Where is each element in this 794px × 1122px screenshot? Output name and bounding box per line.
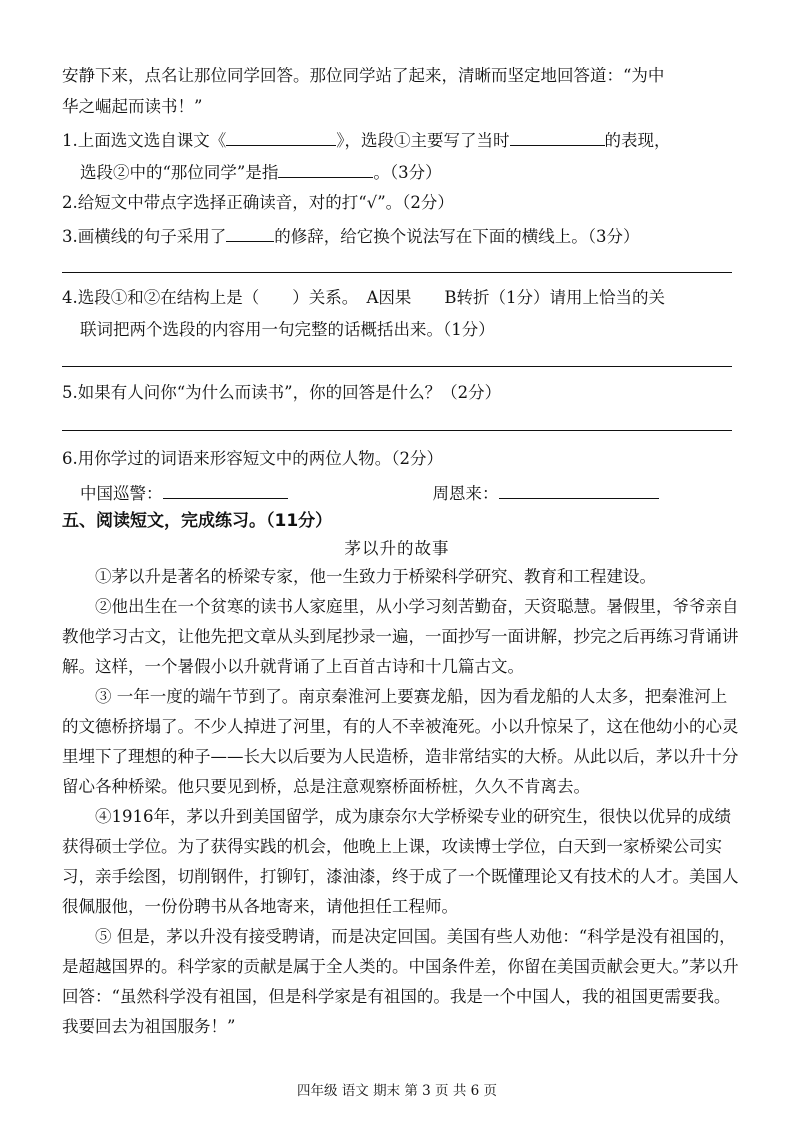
- continued-text-line-1: 安静下来，点名让那位同学回答。那位同学站了起来，清晰而坚定地回答道：“为中: [62, 66, 665, 85]
- question-6: 6.用你学过的词语来形容短文中的两位人物。（2分）: [62, 449, 443, 468]
- q3-text-b: 的修辞，给它换个说法写在下面的横线上。（3分）: [274, 227, 640, 246]
- story-paragraph-4: ④1916年，茅以升到美国留学，成为康奈尔大学桥梁专业的研究生，很快以优异的成绩获得硕士学位。为了获得实践的机会，他晚上上课，攻读博士学位，白天到一家桥梁公司实习，亲手绘图，切削钢件，打铆钉，漆油漆，终于成了一个既懂理论又有技术的人才。美国人很佩服他，一份份聘书从各地寄来，请他担任工程师。: [62, 807, 739, 916]
- q1-blank-student[interactable]: [278, 159, 373, 178]
- question-4-line-2: 联词把两个选段的内容用一句完整的话概括出来。（1分）: [80, 320, 495, 339]
- q3-blank-rhetoric[interactable]: [226, 223, 274, 242]
- question-2: 2.给短文中带点字选择正确读音，对的打“√”。（2分）: [62, 193, 454, 212]
- q3-text-a: 3.画横线的句子采用了: [62, 227, 227, 246]
- page-footer: 四年级 语文 期末 第 3 页 共 6 页: [296, 1083, 497, 1099]
- q1-text-b: 》，选段①主要写了当时: [336, 131, 510, 150]
- answer-line-q3[interactable]: [62, 272, 732, 273]
- q6-blank-zhou[interactable]: [499, 480, 659, 499]
- story-paragraph-1: ①茅以升是著名的桥梁专家，他一生致力于桥梁科学研究、教育和工程建设。: [95, 567, 656, 586]
- story-paragraph-3: ③ 一年一度的端午节到了。南京秦淮河上要赛龙船，因为看龙船的人太多，把秦淮河上的文德桥挤塌了。不少人掉进了河里，有的人不幸被淹死。小以升惊呆了，这在他幼小的心灵里埋下了理想的种子——长大以后要为人民造桥，造非常结实的大桥。从此以后，茅以升十分留心各种桥梁。他只要见到桥，总是注意观察桥面桥桩，久久不肯离去。: [62, 687, 739, 796]
- continued-text-line-2: 华之崛起而读书！”: [62, 97, 203, 116]
- question-5: 5.如果有人问你“为什么而读书”，你的回答是什么？（2分）: [62, 383, 502, 402]
- question-6-answers: [80, 480, 742, 506]
- story-paragraph-5: ⑤ 但是，茅以升没有接受聘请，而是决定回国。美国有些人劝他：“科学是没有祖国的，是超越国界的。科学家的贡献是属于全人类的。中国条件差，你留在美国贡献会更大。”茅以升回答：“虽然科学没有祖国，但是科学家是有祖国的。我是一个中国人，我的祖国更需要我。我要回去为祖国服务！”: [62, 927, 739, 1036]
- q1-text-a: 1.上面选文选自课文《: [62, 131, 227, 150]
- q6-label-zhou: 周恩来：: [432, 484, 499, 503]
- question-1-line-2: [80, 159, 742, 185]
- q1-text-d: 选段②中的“那位同学”是指: [80, 163, 279, 182]
- answer-line-q5[interactable]: [62, 430, 732, 431]
- question-3: [62, 223, 742, 249]
- q1-blank-performance[interactable]: [510, 127, 605, 146]
- story-paragraphs: [62, 562, 742, 1042]
- q1-text-c: 的表现，: [604, 131, 671, 150]
- story-title: 茅以升的故事: [344, 539, 450, 558]
- question-1-line-1: [62, 127, 742, 153]
- section-5-heading: 五、阅读短文，完成练习。（11分）: [62, 511, 333, 531]
- q6-label-police: 中国巡警：: [80, 484, 163, 503]
- answer-line-q4[interactable]: [62, 366, 732, 367]
- question-4-line-1: 4.选段①和②在结构上是（ ）关系。 A因果 B转折（1分）请用上恰当的关: [62, 288, 666, 307]
- q1-text-e: 。（3分）: [373, 163, 442, 182]
- story-paragraph-2: ②他出生在一个贫寒的读书人家庭里，从小学习刻苦勤奋，天资聪慧。暑假里，爷爷亲自教他学习古文，让他先把文章从头到尾抄录一遍，一面抄写一面讲解，抄完之后再练习背诵讲解。这样，一个暑假小以升就背诵了上百首古诗和十几篇古文。: [62, 597, 739, 676]
- q1-blank-lesson[interactable]: [226, 127, 336, 146]
- q6-blank-police[interactable]: [163, 480, 288, 499]
